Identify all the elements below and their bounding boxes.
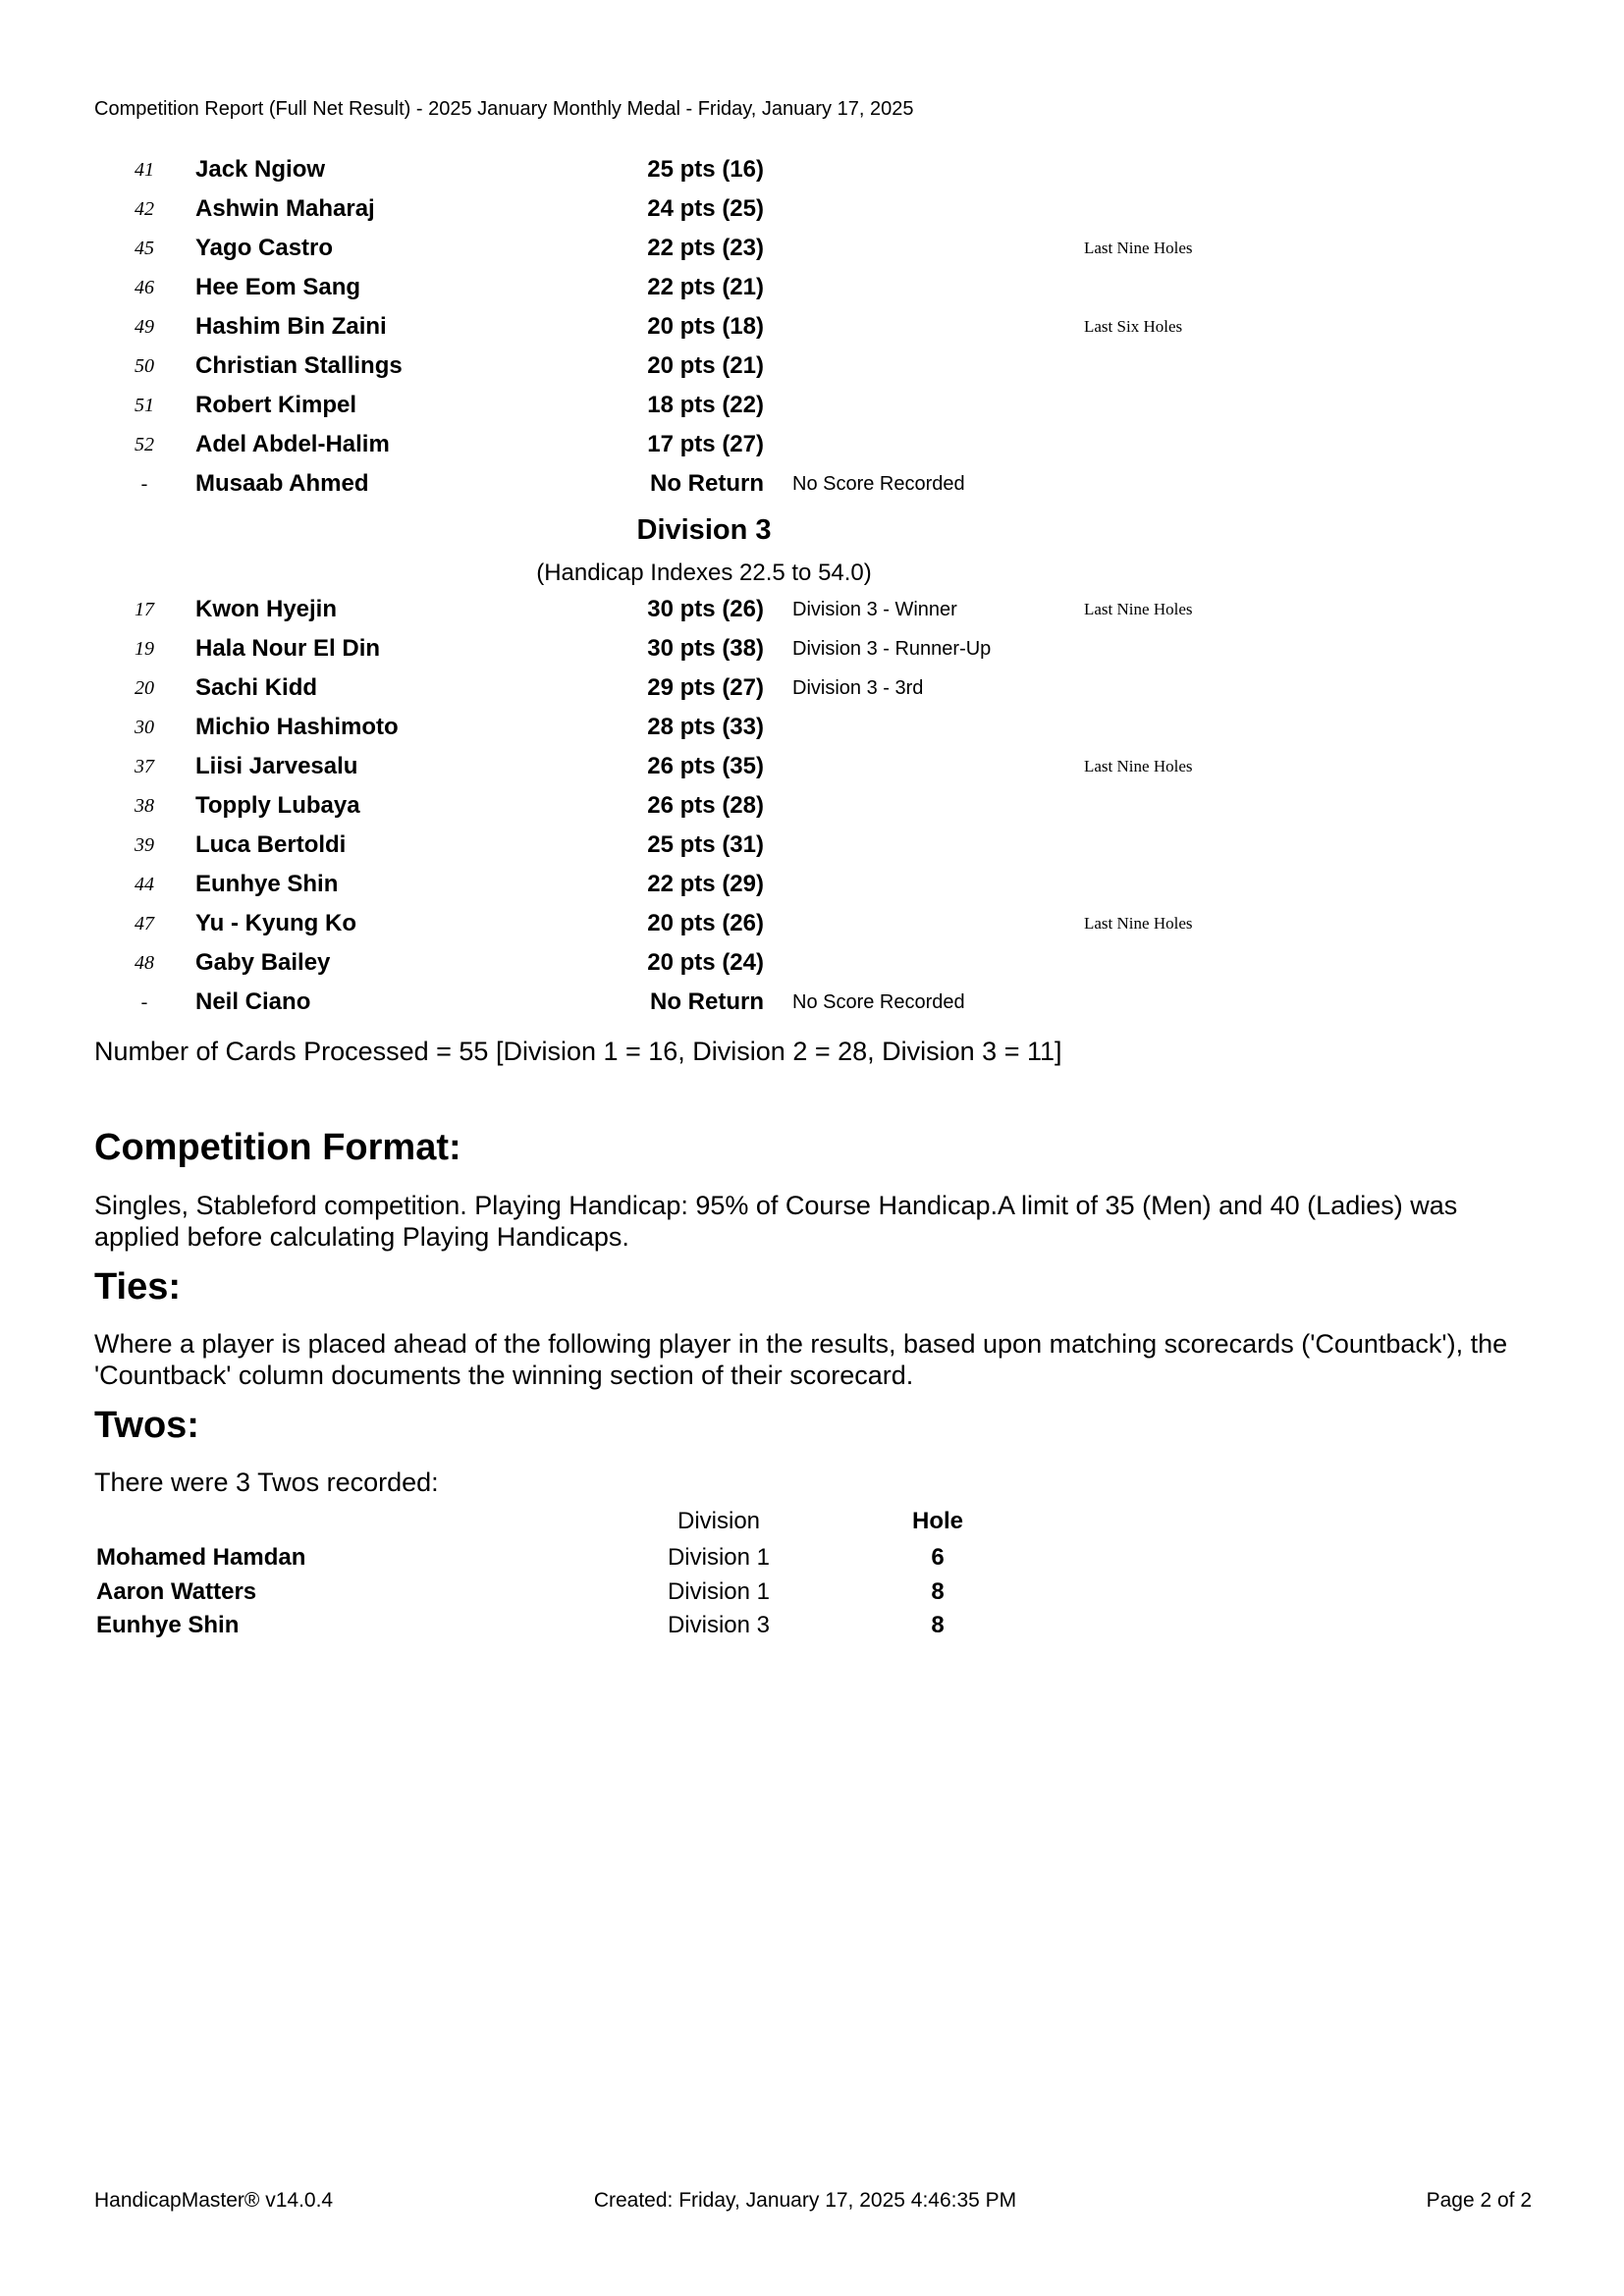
position-cell: 51 [135,395,154,416]
score-cell: 20 pts (21) [647,352,764,379]
position-cell: 20 [135,677,154,699]
player-name: Kwon Hyejin [195,596,338,622]
countback-cell: Last Nine Holes [1084,600,1193,618]
twos-hole: 8 [931,1612,945,1638]
player-name: Jack Ngiow [195,156,326,183]
player-name: Hee Eom Sang [195,274,361,300]
position-cell: 30 [135,717,154,738]
position-cell: 50 [135,355,154,377]
twos-player-name: Mohamed Hamdan [96,1544,306,1571]
score-cell: 25 pts (31) [647,831,764,858]
twos-col-hole: Hole [911,1508,963,1534]
position-cell: 46 [135,277,154,298]
score-cell: 24 pts (25) [647,195,764,222]
position-cell: 52 [135,434,154,455]
twos-heading: Twos: [94,1405,199,1446]
format-heading: Competition Format: [94,1127,461,1168]
score-cell: 18 pts (22) [647,392,764,418]
result-row [0,150,1624,189]
player-name: Hala Nour El Din [195,635,381,662]
result-row [0,189,1624,229]
result-row [0,307,1624,347]
twos-division: Division 3 [667,1612,771,1638]
position-cell: 39 [135,834,154,856]
score-cell: 30 pts (26) [647,596,764,622]
ties-heading: Ties: [94,1266,182,1308]
player-name: Robert Kimpel [195,392,357,418]
result-row [0,629,1624,668]
player-name: Gaby Bailey [195,949,331,976]
footer-page: Page 2 of 2 [1426,2189,1532,2212]
position-cell: 42 [135,198,154,220]
position-cell: 44 [135,874,154,895]
position-cell: 38 [135,795,154,817]
score-cell: 26 pts (28) [647,792,764,819]
position-cell: - [140,991,148,1013]
score-cell: 20 pts (18) [647,313,764,340]
position-cell: 47 [135,913,154,934]
placing-note: Division 3 - Runner-Up [792,638,992,660]
countback-cell: Last Nine Holes [1084,914,1193,933]
player-name: Musaab Ahmed [195,470,369,497]
position-cell: 37 [135,756,154,777]
result-row [0,865,1624,904]
position-cell: 17 [135,599,154,620]
countback-cell: Last Six Holes [1084,317,1183,336]
twos-division: Division 1 [667,1577,771,1605]
result-row [0,464,1624,504]
result-row [0,786,1624,826]
countback-cell: Last Nine Holes [1084,757,1193,775]
result-row [0,826,1624,865]
division3-subtitle: (Handicap Indexes 22.5 to 54.0) [536,560,872,586]
result-row [0,943,1624,983]
placing-note: Division 3 - 3rd [792,677,924,699]
position-cell: 19 [135,638,154,660]
player-name: Hashim Bin Zaini [195,313,387,340]
result-row [0,708,1624,747]
twos-division: Division 1 [667,1544,771,1571]
score-cell: 20 pts (26) [647,910,764,936]
twos-player-name: Eunhye Shin [96,1612,240,1638]
player-name: Topply Lubaya [195,792,360,819]
player-name: Eunhye Shin [195,871,339,897]
result-row [0,983,1624,1022]
score-cell: 20 pts (24) [647,949,764,976]
score-cell: 25 pts (16) [647,156,764,183]
cards-processed: Number of Cards Processed = 55 [Division 1 = 16, Division 2 = 28, Division 3 = 11] [94,1037,1062,1066]
result-row [0,425,1624,464]
score-cell: 26 pts (35) [647,753,764,779]
player-name: Michio Hashimoto [195,714,399,740]
score-cell: No Return [650,470,764,497]
twos-row [0,1575,1624,1609]
result-row [0,904,1624,943]
position-cell: 45 [135,238,154,259]
placing-note: Division 3 - Winner [792,599,957,620]
player-name: Yu - Kyung Ko [195,910,356,936]
score-cell: 28 pts (33) [647,714,764,740]
twos-intro: There were 3 Twos recorded: [94,1468,439,1497]
placing-note: No Score Recorded [792,991,965,1013]
twos-hole: 6 [931,1544,945,1571]
result-row [0,229,1624,268]
player-name: Christian Stallings [195,352,403,379]
result-row [0,668,1624,708]
division3-title: Division 3 [636,514,772,546]
score-cell: 29 pts (27) [647,674,764,701]
player-name: Luca Bertoldi [195,831,347,858]
player-name: Sachi Kidd [195,674,318,701]
player-name: Yago Castro [195,235,334,261]
result-row [0,268,1624,307]
twos-row [0,1609,1624,1642]
ties-text: Where a player is placed ahead of the following player in the results, based upon matching scorecards ('Countback'), the 'Countback' column documents the winning section of their scorecard. [94,1329,1508,1390]
position-cell: 48 [135,952,154,974]
position-cell: - [140,473,148,495]
player-name: Ashwin Maharaj [195,195,375,222]
footer-created: Created: Friday, January 17, 2025 4:46:35 PM [593,2189,1017,2212]
position-cell: 49 [135,316,154,338]
twos-row [0,1541,1624,1575]
placing-note: No Score Recorded [792,473,965,495]
player-name: Neil Ciano [195,988,311,1015]
twos-player-name: Aaron Watters [96,1577,257,1605]
twos-col-division: Division [677,1508,761,1534]
countback-cell: Last Nine Holes [1084,239,1193,257]
score-cell: 22 pts (29) [647,871,764,897]
result-row [0,747,1624,786]
score-cell: 22 pts (21) [647,274,764,300]
format-text: Singles, Stableford competition. Playing Handicap: 95% of Course Handicap.A limit of 35 (Men) and 40 (Ladies) was applied before calculating Playing Handicaps. [94,1191,1458,1252]
twos-hole: 8 [931,1577,945,1605]
score-cell: 17 pts (27) [647,431,764,457]
footer-software: HandicapMaster® v14.0.4 [94,2189,334,2212]
result-row [0,347,1624,386]
result-row [0,590,1624,629]
position-cell: 41 [135,159,154,181]
result-row [0,386,1624,425]
player-name: Adel Abdel-Halim [195,431,390,457]
score-cell: No Return [650,988,764,1015]
score-cell: 22 pts (23) [647,235,764,261]
report-header: Competition Report (Full Net Result) - 2025 January Monthly Medal - Friday, January 17, 2025 [94,98,914,120]
score-cell: 30 pts (38) [647,635,764,662]
player-name: Liisi Jarvesalu [195,753,358,779]
